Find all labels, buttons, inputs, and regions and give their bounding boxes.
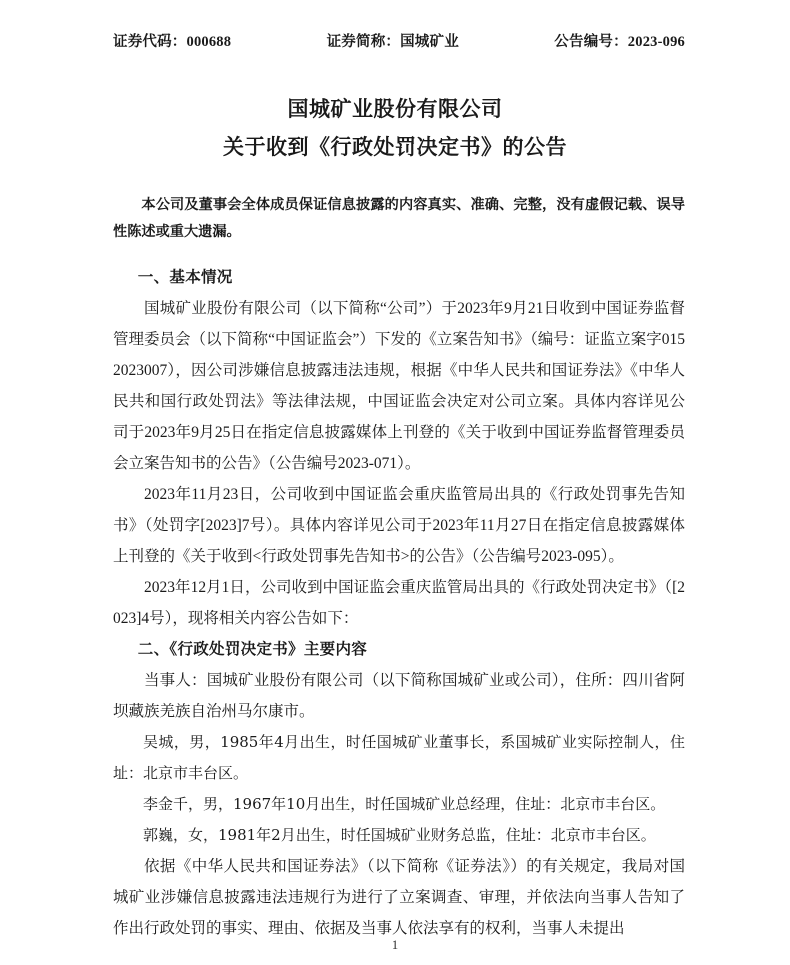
stock-abbreviation: 证券简称：国城矿业 [326,34,459,50]
section-heading-2: 二、《行政处罚决定书》主要内容 [137,641,368,658]
paragraph: 2023年11月23日，公司收到中国证监会重庆监管局出具的《行政处罚事先告知书》（处罚字[2023]7号）。具体内容详见公司于2023年11月27日在指定信息披露媒体上刊登的《关于收到<行政处罚事先告知书>的公告》（公告编号2023-095）。 [113,486,685,565]
paragraph: 依据《中华人民共和国证券法》（以下简称《证券法》）的有关规定，我局对国城矿业涉嫌信息披露违法违规行为进行了立案调查、审理，并依法向当事人告知了作出行政处罚的事实、理由、依据及当事人依法享有的权利，当事人未提出 [113,858,685,937]
paragraph-party-lijinqian: 李金千，男，1967年10月出生，时任国城矿业总经理，住址：北京市丰台区。 [143,795,666,813]
page-title [0,90,790,166]
paragraph: 2023年12月1日，公司收到中国证监会重庆监管局出具的《行政处罚决定书》（[2023]4号），现将相关内容公告如下： [113,579,685,627]
notice-number: 公告编号：2023-096 [554,34,685,50]
paragraph: 当事人：国城矿业股份有限公司（以下简称国城矿业或公司），住所：四川省阿坝藏族羌族自治州马尔康市。 [113,672,685,720]
title-line-company: 国城矿业股份有限公司 [287,97,503,121]
page-number: 1 [391,938,399,952]
document-header [113,30,685,51]
section-heading-1: 一、基本情况 [137,269,233,286]
disclaimer-statement: 本公司及董事会全体成员保证信息披露的内容真实、准确、完整，没有虚假记载、误导性陈述或重大遗漏。 [113,197,685,240]
title-line-subject: 关于收到《行政处罚决定书》的公告 [223,135,567,159]
paragraph: 国城矿业股份有限公司（以下简称“公司”）于2023年9月21日收到中国证券监督管理委员会（以下简称“中国证监会”）下发的《立案告知书》（编号：证监立案字0152023007），因公司涉嫌信息披露违法违规，根据《中华人民共和国证券法》《中华人民共和国行政处罚法》等法律法规，中国证监会决定对公司立案。具体内容详见公司于2023年9月25日在指定信息披露媒体上刊登的《关于收到中国证券监督管理委员会立案告知书的公告》（公告编号2023-071）。 [113,300,685,472]
paragraph-party-wucheng: 吴城，男，1985年4月出生，时任国城矿业董事长，系国城矿业实际控制人，住址：北京市丰台区。 [113,733,685,782]
document-body [113,262,685,944]
paragraph-party-guowei: 郭巍，女，1981年2月出生，时任国城矿业财务总监，住址：北京市丰台区。 [143,826,656,844]
stock-code: 证券代码：000688 [113,34,232,50]
